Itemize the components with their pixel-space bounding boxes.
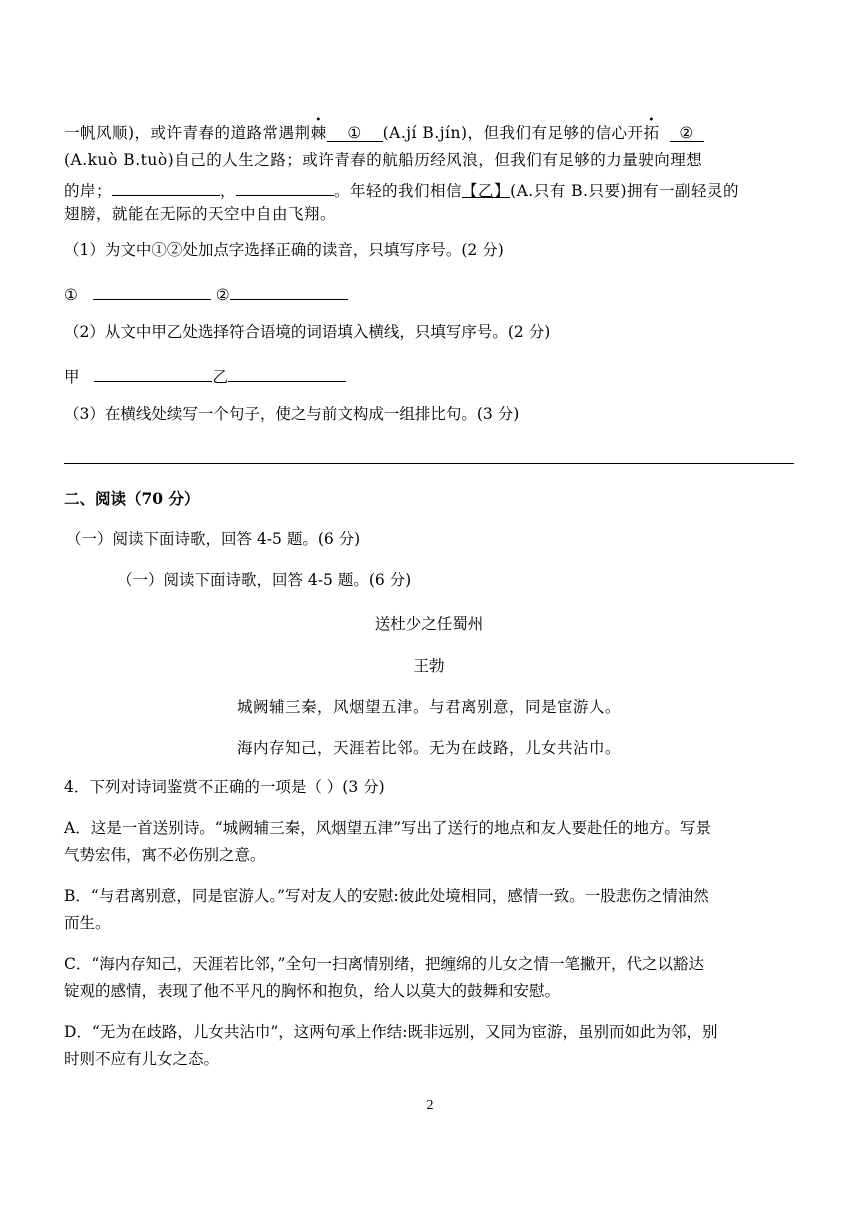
- option-a-line-1[interactable]: A．这是一首送别诗。“城阙辅三秦，风烟望五津”写出了送行的地点和友人要赴任的地方。写景: [64, 819, 712, 837]
- answer-blank-1[interactable]: [93, 281, 211, 300]
- option-c-line-2: 锭观的感情，表现了他不平凡的胸怀和抱负，给人以莫大的鼓舞和安慰。: [64, 982, 561, 1000]
- option-c-line-1[interactable]: C．“海内存知己，天涯若比邻，”全句一扫离情别绪，把缠绵的儿女之情一笔撇开，代之以豁达: [64, 955, 704, 973]
- blank-sentence-2[interactable]: [236, 177, 334, 196]
- answer-mark-1: ①: [64, 286, 78, 304]
- option-d-line-1[interactable]: D．“无为在歧路，儿女共沾巾”，这两句承上作结:既非远别，又同为宦游，虽别而如此为邻，别: [64, 1023, 718, 1041]
- section-heading: 二、阅读（70 分）: [64, 489, 200, 508]
- dotted-char: 棘: [310, 124, 327, 142]
- passage-text: (A.kuò B.tuò)自己的人生之路；或许青春的航船历经风浪，但我们有足够的力量驶向理想: [64, 151, 703, 169]
- passage-line-4: [64, 204, 336, 224]
- answer-mark-jia: 甲: [64, 368, 80, 386]
- passage-line-1: [64, 123, 704, 143]
- answer-line: [64, 463, 794, 464]
- passage-line-2: [64, 150, 702, 170]
- option-b-line-1[interactable]: B．“与君离别意，同是宦游人。”写对友人的安慰:彼此处境相同，感情一致。一股悲伤之情油然: [64, 887, 709, 905]
- passage-line-3: [64, 177, 739, 201]
- answer-blank-2[interactable]: [230, 281, 348, 300]
- blank-2[interactable]: ②: [670, 123, 704, 142]
- poem-title: 送杜少之任蜀州: [374, 615, 484, 633]
- blank-1[interactable]: ①: [327, 123, 383, 142]
- poem-line-1: 城阙辅三秦，风烟望五津。与君离别意，同是宦游人。: [236, 698, 621, 716]
- bracket-yi: 【乙】: [462, 182, 511, 200]
- subsection-heading: （一）阅读下面诗歌，回答 4-5 题。(6 分): [66, 530, 361, 548]
- passage-text: 翅膀，就能在无际的天空中自由飞翔。: [64, 205, 337, 223]
- question-3: （3）在横线处续写一个句子，使之与前文构成一组排比句。(3 分): [64, 405, 520, 423]
- answer-blank-yi[interactable]: [228, 363, 346, 382]
- question-4-stem: 4．下列对诗词鉴赏不正确的一项是（ ）(3 分): [64, 778, 385, 796]
- question-1: （1）为文中①②处加点字选择正确的读音，只填写序号。(2 分): [64, 241, 504, 259]
- passage-text: 。年轻的我们相信: [334, 182, 463, 200]
- blank-sentence-1[interactable]: [112, 177, 220, 196]
- question-2: （2）从文中甲乙处选择符合语境的词语填入横线，只填写序号。(2 分): [64, 323, 551, 341]
- poem-line-2: 海内存知己，天涯若比邻。无为在歧路，儿女共沾巾。: [236, 739, 621, 757]
- q1-answer-row: [64, 281, 348, 305]
- answer-mark-2: ②: [215, 286, 230, 304]
- answer-blank-jia[interactable]: [94, 363, 212, 382]
- option-d-line-2: 时则不应有儿女之态。: [64, 1050, 220, 1068]
- passage-text: (A.只有 B.只要)拥有一副轻灵的: [510, 182, 740, 200]
- option-b-line-2: 而生。: [64, 914, 111, 932]
- passage-text: ，: [220, 182, 237, 200]
- answer-mark-yi: 乙: [212, 368, 228, 386]
- passage-text: (A.jí B.jín)，但我们有足够的信心开: [382, 124, 644, 142]
- passage-text: 的岸；: [64, 182, 113, 200]
- q2-answer-row: [64, 363, 346, 387]
- dotted-char: 拓: [643, 124, 660, 142]
- poem-author: 王勃: [413, 657, 445, 675]
- subsection-heading-duplicate: （一）阅读下面诗歌，回答 4-5 题。(6 分): [117, 571, 412, 589]
- page-number: 2: [426, 1098, 434, 1113]
- passage-text: 一帆风顺)，或许青春的道路常遇荆: [64, 124, 311, 142]
- option-a-line-2: 气势宏伟，寓不必伤别之意。: [64, 846, 266, 864]
